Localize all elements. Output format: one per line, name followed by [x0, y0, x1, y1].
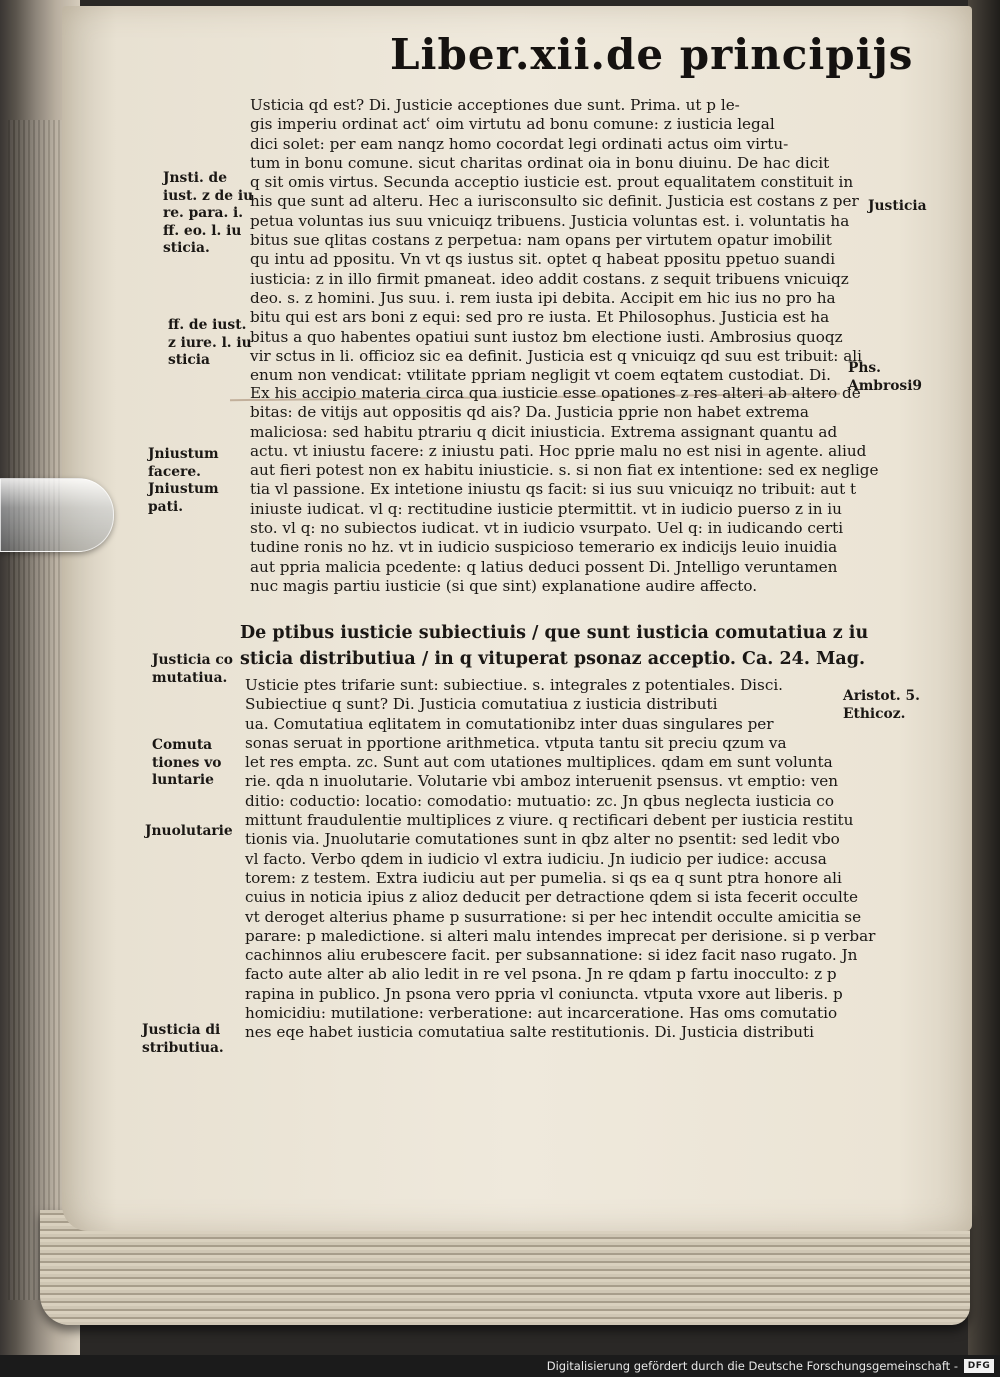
margin-note-left-3 [148, 446, 219, 516]
margin-line: Justicia co [152, 652, 233, 668]
text-line: maliciosa: sed habitu ptrariu q dicit iniusticia. Extrema assignant quantu ad [250, 422, 838, 441]
text-line: vt deroget alterius phame p susurratione: si per hec intendit occulte amicitia se [245, 907, 862, 926]
text-line: enum non vendicat: vtilitate ppriam negligit vt coem eqtatem custodiat. Di. [250, 366, 831, 385]
text-line: Usticia qd est? Di. Justicie acceptiones due sunt. Prima. ut p le‑ [250, 96, 740, 114]
text-line: actu. vt iniustu facere: z iniustu pati. Hoc pprie malu no est nisi in agente. aliud [250, 441, 867, 460]
text-line: sto. vl q: no subiectos iudicat. vt in iudicio vsurpato. Uel q: in iudicando certi [250, 519, 844, 538]
text-line: cuius in noticia ipius z alioz deducit per detractione qdem si ista fecerit occulte [245, 888, 859, 907]
text-line: Subiectiue q sunt? Di. Justicia comutatiua z iusticia distributi [245, 695, 718, 714]
text-line: gis imperiu ordinat actʿ oim virtutu ad bonu comune: z iusticia legal [250, 115, 775, 134]
text-line: tia vl passione. Ex intetione iniustu qs facit: si ius suu vnicuiqz no tribuit: aut t [250, 480, 857, 499]
text-line: petua voluntas ius suu vnicuiqz tribuens. Justicia voluntas est. i. voluntatis ha [250, 211, 850, 230]
margin-line: ff. de iust. [168, 317, 247, 333]
margin-line: facere. [148, 463, 201, 480]
text-block-2 [250, 384, 879, 596]
text-line: bitus sue qlitas costans z perpetua: nam opans per virtutem opatur imobilit [250, 231, 832, 250]
book-gutter-shadow [968, 0, 1000, 1355]
text-line: cachinnos aliu erubescere facit. per subsannatione: si idez facit naso rugato. Jn [245, 946, 858, 965]
text-line: ditio: coductio: locatio: comodatio: mutuatio: zc. Jn qbus neglecta iusticia co [245, 791, 834, 810]
margin-line: pati. [148, 498, 184, 515]
text-line: parare: p maledictione. si alteri malu intendes imprecat per derisione. si p verbar [245, 926, 876, 945]
page-edges [8, 120, 68, 1300]
margin-line: ff. eo. l. iu [163, 222, 242, 239]
text-line: sticia distributiua / in q vituperat psonaz acceptio. Ca. 24. Mag. [240, 649, 866, 669]
text-line: deo. s. z homini. Jus suu. i. rem iusta ipi debita. Accipit em hic ius no pro ha [250, 288, 836, 307]
text-line: De ptibus iusticie subiectiuis / que sunt iusticia comutatiua z iu [240, 623, 869, 643]
text-line: dici solet: per eam nanqz homo cocordat legi ordinati actus oim virtu‑ [250, 134, 789, 153]
margin-line: luntarie [152, 772, 214, 788]
margin-note-left-2 [168, 317, 252, 370]
margin-line: Ambrosi9 [848, 377, 923, 394]
text-line: ua. Comutatiua eqlitatem in comutationibz inter duas singulares per [245, 714, 774, 733]
text-line: rapina in publico. Jn psona vero ppria vl coniuncta. vtputa vxore aut liberis. p [245, 984, 843, 1003]
margin-note-right-2 [848, 360, 922, 395]
margin-line: Phs. [848, 360, 881, 376]
text-line: bitu qui est ars boni z equi: sed pro re iusta. Et Philosophus. Justicia est ha [250, 308, 830, 327]
margin-line: Comuta [152, 737, 213, 753]
chapter-heading [240, 620, 869, 672]
text-line: Ex his accipio materia circa qua iusticie esse opationes z res alteri ab altero de [250, 384, 861, 402]
margin-line: Aristot. 5. [843, 688, 920, 704]
running-head: Liber.xii.de principijs [390, 30, 914, 79]
margin-line: Justicia di [142, 1022, 221, 1038]
text-line: homicidiu: mutilatione: verberatione: aut incarceratione. Has oms comutatio [245, 1004, 838, 1023]
text-line: rie. qda n inuolutarie. Volutarie vbi amboz interuenit psensus. vt emptio: ven [245, 772, 839, 791]
margin-note-right-3 [843, 688, 920, 723]
margin-line: z iure. l. iu [168, 334, 252, 351]
text-line: vir sctus in li. officioz sic ea definit. Justicia est q vnicuiqz qd suu est tribuit: ali [250, 346, 863, 365]
margin-line: mutatiua. [152, 669, 228, 686]
text-line: his que sunt ad alteru. Hec a iurisconsulto sic definit. Justicia est costans z per [250, 192, 859, 211]
margin-line: Jniustum [148, 481, 219, 497]
text-line: tudine ronis no hz. vt in iudicio suspicioso temerario ex indicijs leuio inuidia [250, 538, 838, 557]
margin-line: iust. z de iu [163, 187, 254, 204]
text-line: iniuste iudicat. vl q: rectitudine iusticie ptermittit. vt in iudicio puerso z in iu [250, 499, 842, 518]
footer-bar [0, 1355, 1000, 1377]
text-line: aut ppria malicia pcedente: q latius deduci possent Di. Jntelligo veruntamen [250, 557, 838, 576]
text-line: iusticia: z in illo firmit pmaneat. ideo addit costans. z sequit tribuens vnicuiqz [250, 269, 849, 288]
funding-notice: Digitalisierung gefördert durch die Deutsche Forschungsgemeinschaft - [546, 1359, 958, 1373]
text-line: vl facto. Verbo qdem in iudicio vl extra iudiciu. Jn iudicio per iudice: accusa [245, 849, 827, 868]
text-line: bitas: de vitijs aut oppositis qd ais? Da. Justicia pprie non habet extrema [250, 403, 809, 422]
margin-line: sticia [168, 352, 210, 368]
text-line: mittunt fraudulentie multiplices z viure. q rectificari debent per iusticia restitu [245, 811, 854, 830]
margin-note-left-4 [152, 652, 233, 687]
text-line: let res empta. zc. Sunt aut com utationes multiplices. qdam em sunt volunta [245, 753, 833, 772]
dfg-logo-icon: DFG [964, 1359, 994, 1373]
margin-note-left-1 [163, 170, 253, 258]
margin-line: Jnsti. de [163, 170, 227, 186]
text-line: nes eqe habet iusticia comutatiua salte restitutionis. Di. Justicia distributi [245, 1023, 814, 1042]
margin-note-left-7 [142, 1022, 224, 1057]
margin-line: Ethicoz. [843, 705, 906, 722]
text-line: sonas seruat in pportione arithmetica. vtputa tantu sit preciu qzum va [245, 733, 787, 752]
text-block-1 [250, 96, 863, 385]
text-line: tionis via. Jnuolutarie comutationes sunt in qbz alter no psentit: sed ledit vbo [245, 830, 840, 849]
text-line: q sit omis virtus. Secunda acceptio iusticie est. prout equalitatem constituit in [250, 173, 854, 192]
text-line: aut fieri potest non ex habitu iniusticie. s. si non fiat ex intentione: sed ex neglige [250, 461, 879, 480]
text-line: tum in bonu comune. sicut charitas ordinat oia in bonu diuinu. De hac dicit [250, 153, 830, 172]
margin-line: stributiua. [142, 1039, 224, 1056]
margin-line: Jniustum [148, 446, 219, 462]
margin-note-left-5 [152, 737, 221, 790]
margin-line: Jnuolutarie [145, 823, 233, 839]
text-line: torem: z testem. Extra iudiciu aut per pumelia. si qs ea q sunt ptra honore ali [245, 868, 842, 887]
text-line: bitus a quo habentes opatiui sunt iustoz bm electione iusti. Ambrosius quoqz [250, 327, 843, 346]
text-line: nuc magis partiu iusticie (si que sint) explanatione audire affecto. [250, 576, 758, 595]
margin-line: sticia. [163, 240, 210, 256]
margin-line: tiones vo [152, 754, 222, 771]
text-line: facto aute alter ab alio ledit in re vel psona. Jn re qdam p fartu inocculto: z p [245, 965, 837, 984]
margin-note-right-1 [868, 198, 927, 216]
text-line: Usticie ptes trifarie sunt: subiectiue. s. integrales z potentiales. Disci. [245, 676, 784, 694]
margin-note-left-6 [145, 823, 233, 841]
margin-line: re. para. i. [163, 205, 244, 221]
text-line: qu intu ad ppositu. Vn vt qs iustus sit. optet q habeat ppositu ppetuo suandi [250, 250, 836, 269]
margin-line: Justicia [868, 198, 927, 214]
glass-page-clamp [0, 478, 114, 552]
